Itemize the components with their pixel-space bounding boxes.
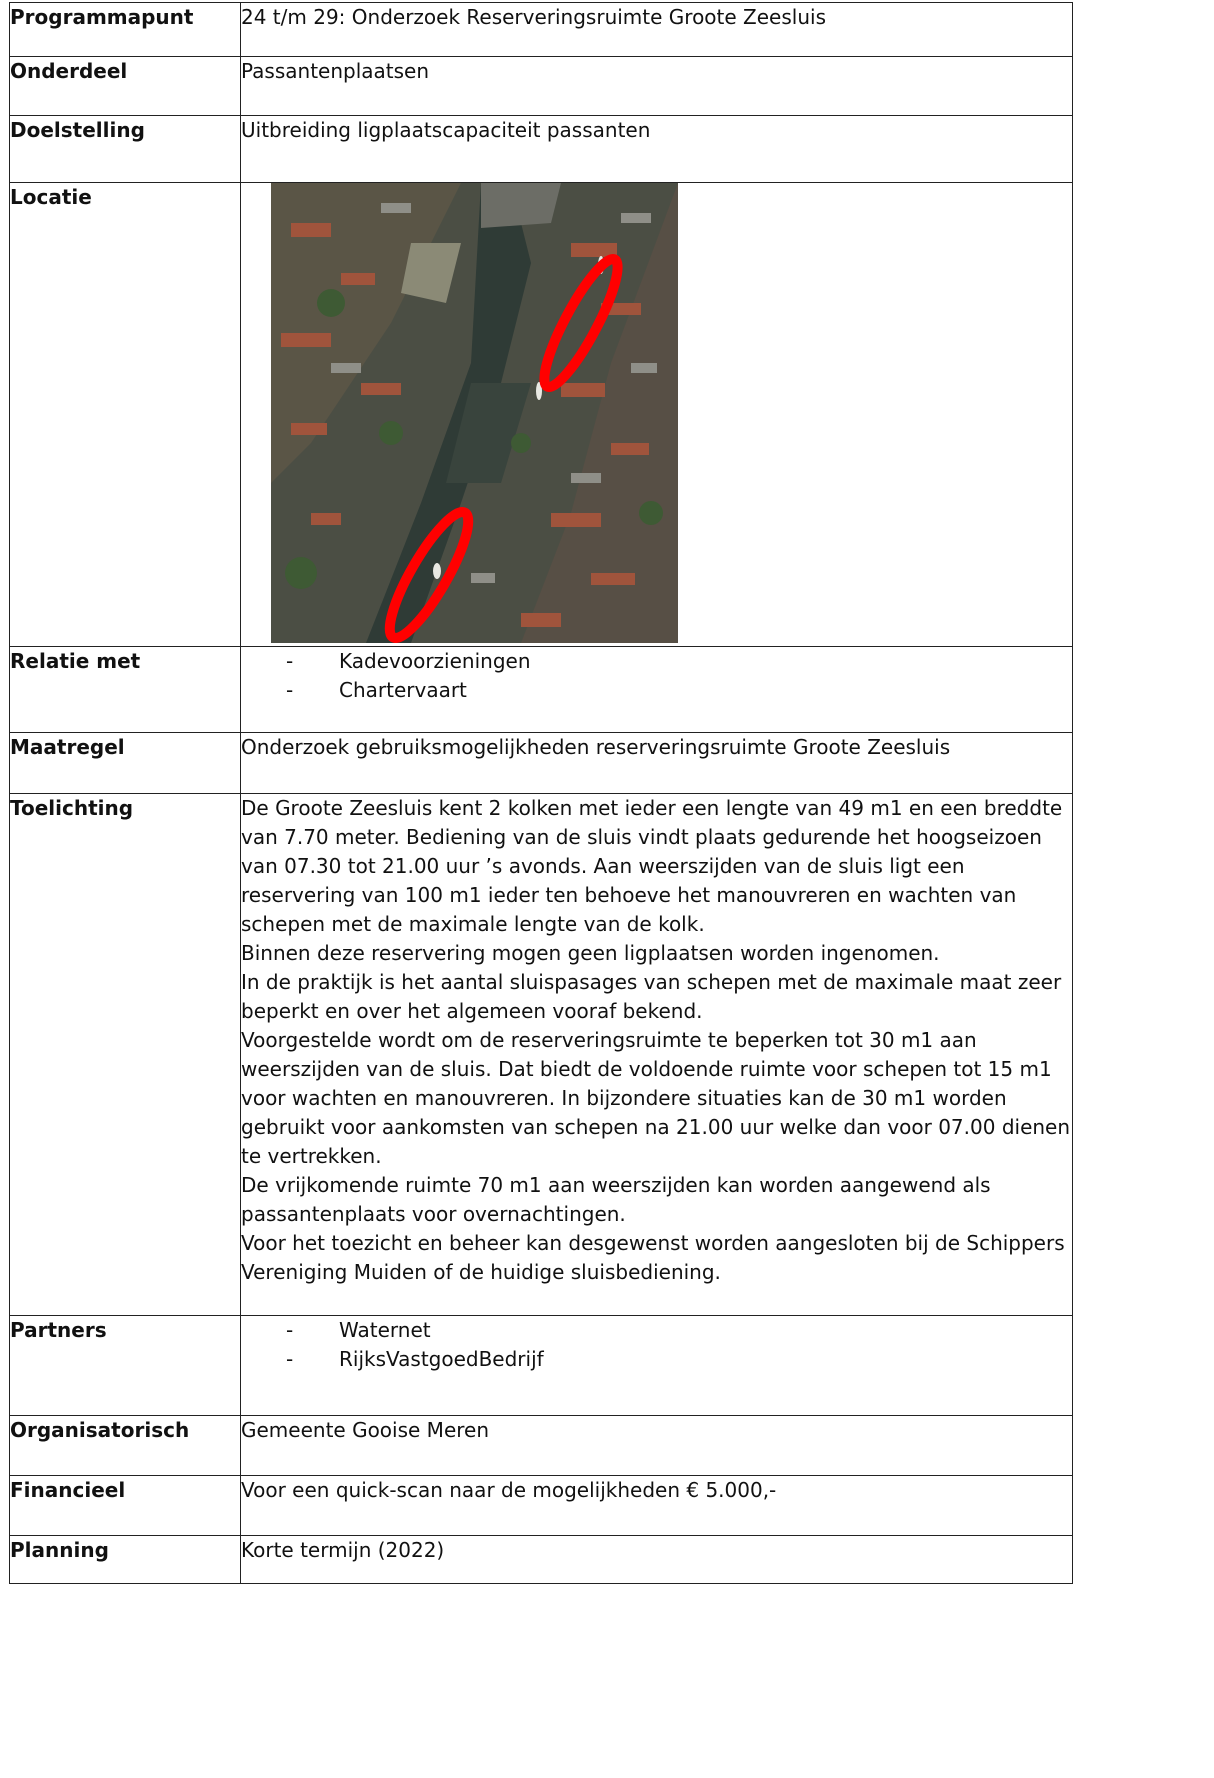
value-programmapunt: 24 t/m 29: Onderzoek Reserveringsruimte Groote Zeesluis <box>241 3 1073 57</box>
label-relatie: Relatie met <box>10 647 241 733</box>
label-programmapunt: Programmapunt <box>10 3 241 57</box>
value-maatregel: Onderzoek gebruiksmogelijkheden reserveringsruimte Groote Zeesluis <box>241 733 1073 794</box>
paragraph: De vrijkomende ruimte 70 m1 aan weerszijden kan worden aangewend als passantenplaats voor overnachtingen. <box>241 1173 991 1226</box>
paragraph: In de praktijk is het aantal sluispasages van schepen met de maximale maat zeer beperkt en over het algemeen vooraf bekend. <box>241 970 1062 1023</box>
row-doelstelling <box>10 116 1073 183</box>
value-onderdeel: Passantenplaatsen <box>241 57 1073 116</box>
row-toelichting <box>10 794 1073 1316</box>
label-financieel: Financieel <box>10 1476 241 1536</box>
row-locatie <box>10 183 1073 647</box>
value-planning: Korte termijn (2022) <box>241 1536 1073 1584</box>
label-organisatorisch: Organisatorisch <box>10 1416 241 1476</box>
partners-list <box>241 1316 1072 1374</box>
label-doelstelling: Doelstelling <box>10 116 241 183</box>
row-planning <box>10 1536 1073 1584</box>
value-relatie <box>241 647 1073 733</box>
row-maatregel <box>10 733 1073 794</box>
value-doelstelling: Uitbreiding ligplaatscapaciteit passanten <box>241 116 1073 183</box>
value-organisatorisch: Gemeente Gooise Meren <box>241 1416 1073 1476</box>
value-locatie <box>241 183 1073 647</box>
aerial-map-image <box>271 183 678 643</box>
value-financieel: Voor een quick-scan naar de mogelijkheden € 5.000,- <box>241 1476 1073 1536</box>
row-partners <box>10 1316 1073 1416</box>
label-onderdeel: Onderdeel <box>10 57 241 116</box>
value-toelichting <box>241 794 1073 1316</box>
relatie-list <box>241 647 1072 705</box>
row-relatie <box>10 647 1073 733</box>
label-planning: Planning <box>10 1536 241 1584</box>
paragraph: Voorgestelde wordt om de reserveringsruimte te beperken tot 30 m1 aan weerszijden van de sluis. Dat biedt de voldoende ruimte voor schepen tot 15 m1 voor wachten en manouvreren. In bijzondere situaties kan de 30 m1 worden gebruikt voor aankomsten van schepen na 21.00 uur welke dan voor 07.00 dienen te vertrekken. <box>241 1028 1071 1168</box>
paragraph: De Groote Zeesluis kent 2 kolken met ieder een lengte van 49 m1 en een breddte van 7.70 meter. Bediening van de sluis vindt plaats gedurende het hoogseizoen van 07.30 tot 21.00 uur ’s avonds. Aan weerszijden van de sluis ligt een reservering van 100 m1 ieder ten behoeve het manouvreren en wachten van schepen met de maximale lengte van de kolk. <box>241 796 1063 936</box>
label-locatie: Locatie <box>10 183 241 647</box>
value-partners <box>241 1316 1073 1416</box>
list-item: - RijksVastgoedBedrijf <box>286 1347 544 1371</box>
row-programmapunt <box>10 3 1073 57</box>
label-partners: Partners <box>10 1316 241 1416</box>
row-financieel <box>10 1476 1073 1536</box>
list-item: - Waternet <box>286 1318 431 1342</box>
list-item: - Kadevoorzieningen <box>286 649 531 673</box>
project-sheet-table <box>9 2 1073 1584</box>
paragraph: Binnen deze reservering mogen geen ligplaatsen worden ingenomen. <box>241 941 940 965</box>
list-item: - Chartervaart <box>286 678 467 702</box>
label-toelichting: Toelichting <box>10 794 241 1316</box>
label-maatregel: Maatregel <box>10 733 241 794</box>
paragraph: Voor het toezicht en beheer kan desgewenst worden aangesloten bij de Schippers Vereniging Muiden of de huidige sluisbediening. <box>241 1231 1065 1284</box>
row-organisatorisch <box>10 1416 1073 1476</box>
row-onderdeel <box>10 57 1073 116</box>
